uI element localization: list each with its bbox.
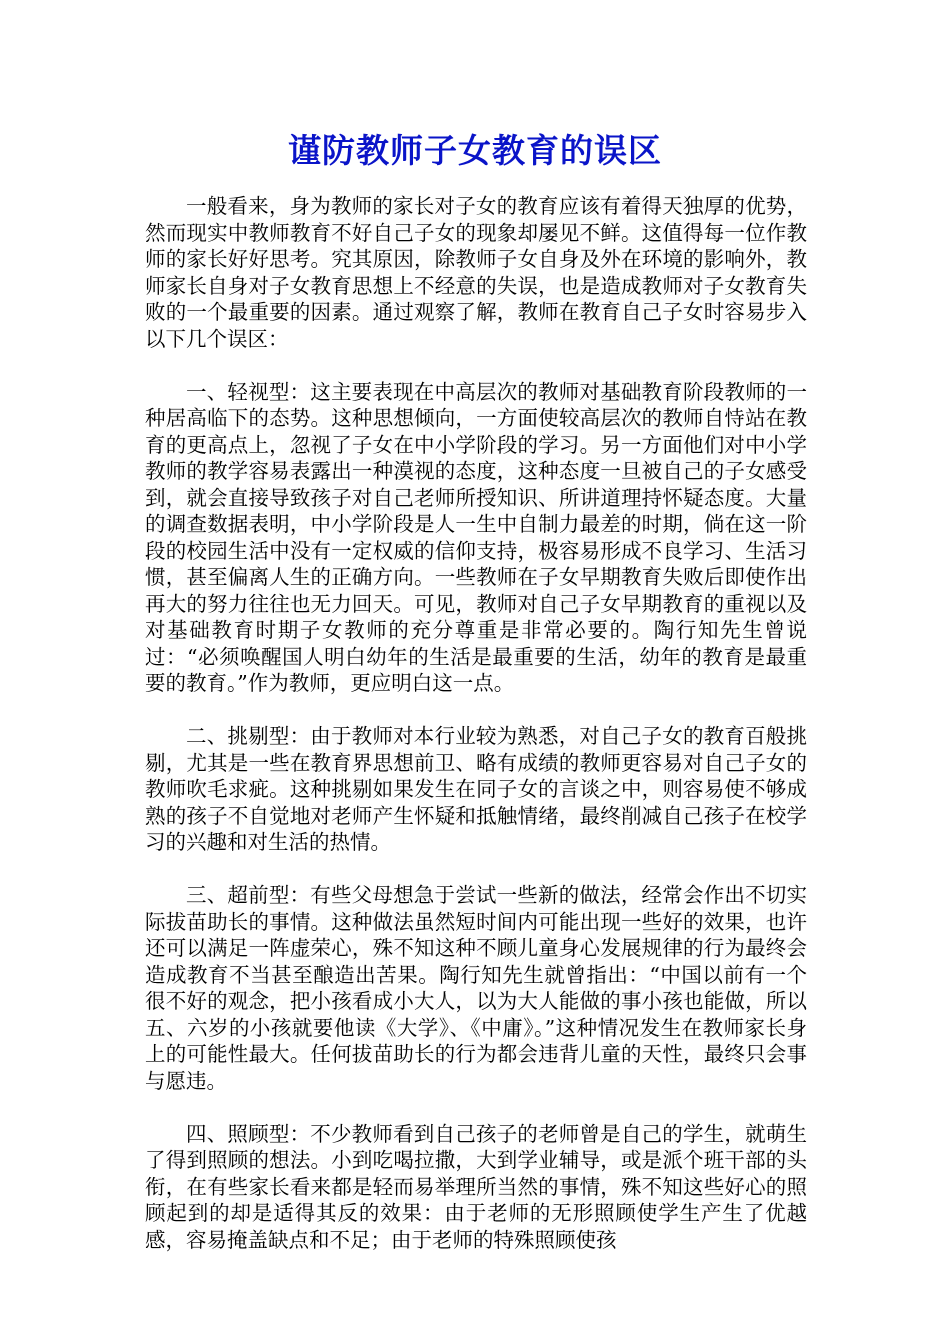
paragraph-intro: 一般看来，身为教师的家长对子女的教育应该有着得天独厚的优势，然而现实中教师教育不好自己子女的现象却屡见不鲜。这值得每一位作教师的家长好好思考。究其原因，除教师子女自身及外在环境的影响外，教师家长自身对子女教育思想上不经意的失误，也是造成教师对子女教育失败的一个最重要的因素。通过观察了解，教师在教育自己子女时容易步入以下几个误区：	[145, 194, 807, 351]
document-title: 谨防教师子女教育的误区	[288, 131, 662, 170]
document-body	[145, 193, 807, 1253]
paragraph-type-3: 三、超前型：有些父母想急于尝试一些新的做法，经常会作出不切实际拔苗助长的事情。这种做法虽然短时间内可能出现一些好的效果，也许还可以满足一阵虚荣心，殊不知这种不顾儿童身心发展规律的行为最终会造成教育不当甚至酿造出苦果。陶行知先生就曾指出：“中国以前有一个很不好的观念，把小孩看成小大人，以为大人能做的事小孩也能做，所以五、六岁的小孩就要他读《大学》、《中庸》。”这种情况发生在教师家长身上的可能性最大。任何拔苗助长的行为都会违背儿童的天性，最终只会事与愿违。	[145, 883, 807, 1093]
paragraph-type-1: 一、轻视型：这主要表现在中高层次的教师对基础教育阶段教师的一种居高临下的态势。这种思想倾向，一方面使较高层次的教师自恃站在教育的更高点上，忽视了子女在中小学阶段的学习。另一方面他们对中小学教师的教学容易表露出一种漠视的态度，这种态度一旦被自己的子女感受到，就会直接导致孩子对自己老师所授知识、所讲道理持怀疑态度。大量的调查数据表明，中小学阶段是人一生中自制力最差的时期，倘在这一阶段的校园生活中没有一定权威的信仰支持，极容易形成不良学习、生活习惯，甚至偏离人生的正确方向。一些教师在子女早期教育失败后即使作出再大的努力往往也无力回天。可见，教师对自己子女早期教育的重视以及对基础教育时期子女教师的充分尊重是非常必要的。陶行知先生曾说过：“必须唤醒国人明白幼年的生活是最重要的生活，幼年的教育是最重要的教育。”作为教师，更应明白这一点。	[145, 379, 807, 695]
paragraph-type-2: 二、挑剔型：由于教师对本行业较为熟悉，对自己子女的教育百般挑剔，尤其是一些在教育界思想前卫、略有成绩的教师更容易对自己子女的教师吹毛求疵。这种挑剔如果发生在同子女的言谈之中，则容易使不够成熟的孩子不自觉地对老师产生怀疑和抵触情绪，最终削减自己孩子在校学习的兴趣和对生活的热情。	[145, 724, 807, 854]
paragraph-type-4: 四、照顾型：不少教师看到自己孩子的老师曾是自己的学生，就萌生了得到照顾的想法。小到吃喝拉撒，大到学业辅导，或是派个班干部的头衔，在有些家长看来都是轻而易举理所当然的事情，殊不知这些好心的照顾起到的却是适得其反的效果：由于老师的无形照顾使学生产生了优越感，容易掩盖缺点和不足；由于老师的特殊照顾使孩	[145, 1121, 807, 1252]
